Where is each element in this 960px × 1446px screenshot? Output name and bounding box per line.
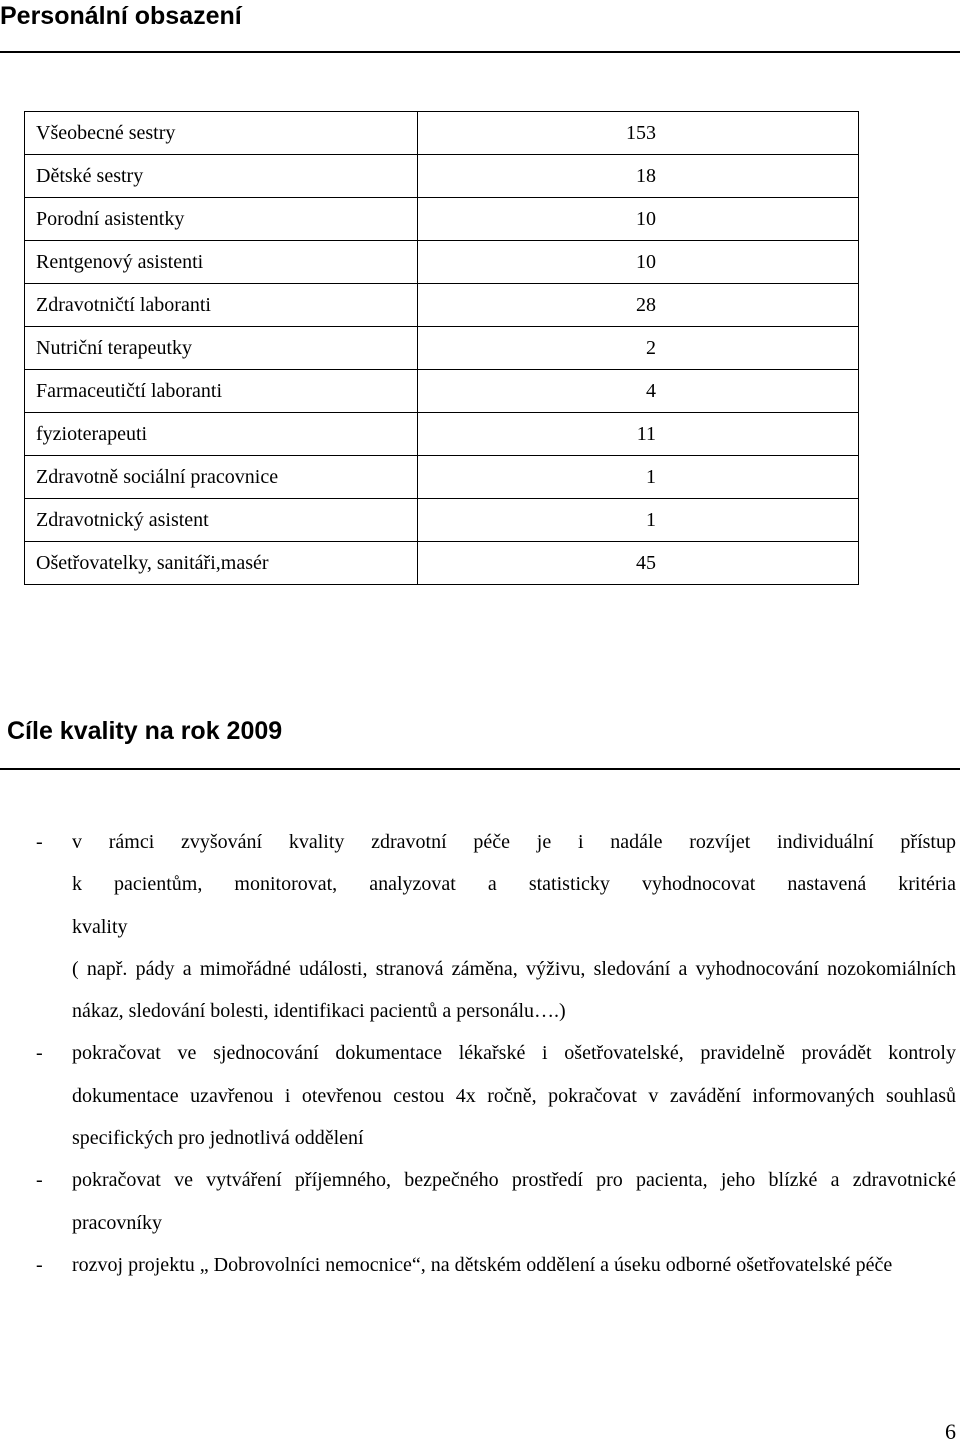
staff-count: 28 xyxy=(418,284,859,327)
table-row xyxy=(25,327,859,370)
goal-text: rozvoj projektu „ Dobrovolníci nemocnice“, na dětském oddělení a úseku odborné ošetřovatelské péče xyxy=(72,1253,893,1276)
goal-text: pokračovat ve sjednocování dokumentace lékařské i ošetřovatelské, pravidelně provádět kontroly dokumentace uzavřenou i otevřenou cestou 4x ročně, pokračovat v zavádění informovaných souhlasů specifických pro jednotlivá oddělení xyxy=(72,1042,956,1150)
table-row xyxy=(25,241,859,284)
staff-count: 18 xyxy=(418,155,859,198)
staff-role: fyzioterapeuti xyxy=(25,413,418,456)
staff-role: Zdravotničtí laboranti xyxy=(25,284,418,327)
table-row xyxy=(25,456,859,499)
section-title-quality-goals: Cíle kvality na rok 2009 xyxy=(7,717,283,745)
staff-count: 153 xyxy=(418,112,859,155)
staff-count: 11 xyxy=(418,413,859,456)
staff-role: Zdravotnický asistent xyxy=(25,499,418,542)
bullet-dash: - xyxy=(36,1169,43,1192)
staff-count: 45 xyxy=(418,542,859,585)
bullet-dash: - xyxy=(36,831,43,853)
title-underline xyxy=(0,51,960,53)
goal-item xyxy=(0,1244,960,1286)
table-row xyxy=(25,155,859,198)
table-row xyxy=(25,542,859,585)
table-row xyxy=(25,198,859,241)
quality-goals-list xyxy=(0,821,960,1286)
table-row xyxy=(25,413,859,456)
goal-note: ( např. pády a mimořádné události, stranová záměna, výživu, sledování a vyhodnocování nozokomiálních nákaz, sledování bolesti, identifikaci pacientů a personálu….) xyxy=(72,957,956,1023)
staff-role: Dětské sestry xyxy=(25,155,418,198)
goal-item xyxy=(0,1032,960,1159)
staff-role: Nutriční terapeutky xyxy=(25,327,418,370)
goal-item xyxy=(0,821,960,1032)
staff-count: 1 xyxy=(418,499,859,542)
page-number: 6 xyxy=(945,1419,956,1444)
staff-role: Zdravotně sociální pracovnice xyxy=(25,456,418,499)
section-underline xyxy=(0,768,960,770)
staffing-table xyxy=(24,111,859,585)
table-row xyxy=(25,499,859,542)
staff-role: Farmaceutičtí laboranti xyxy=(25,370,418,413)
goal-text-line: k pacientům, monitorovat, analyzovat a statisticky vyhodnocovat nastavená kritéria xyxy=(72,873,956,896)
goal-text-line: v rámci zvyšování kvality zdravotní péče je i nadále rozvíjet individuální přístup xyxy=(72,831,956,853)
goal-text: pokračovat ve vytváření příjemného, bezpečného prostředí pro pacienta, jeho blízké a zdravotnické pracovníky xyxy=(72,1169,956,1234)
goal-item xyxy=(0,1159,960,1244)
bullet-dash: - xyxy=(36,1253,43,1276)
staff-count: 10 xyxy=(418,198,859,241)
staff-role: Ošetřovatelky, sanitáři,masér xyxy=(25,542,418,585)
staff-count: 10 xyxy=(418,241,859,284)
table-row xyxy=(25,112,859,155)
staff-role: Porodní asistentky xyxy=(25,198,418,241)
goal-text-line: kvality xyxy=(72,915,128,938)
table-row xyxy=(25,284,859,327)
bullet-dash: - xyxy=(36,1042,43,1065)
staff-count: 2 xyxy=(418,327,859,370)
staff-count: 1 xyxy=(418,456,859,499)
staff-role: Všeobecné sestry xyxy=(25,112,418,155)
section-title-staffing: Personální obsazení xyxy=(0,2,242,30)
staff-role: Rentgenový asistenti xyxy=(25,241,418,284)
staff-count: 4 xyxy=(418,370,859,413)
table-row xyxy=(25,370,859,413)
